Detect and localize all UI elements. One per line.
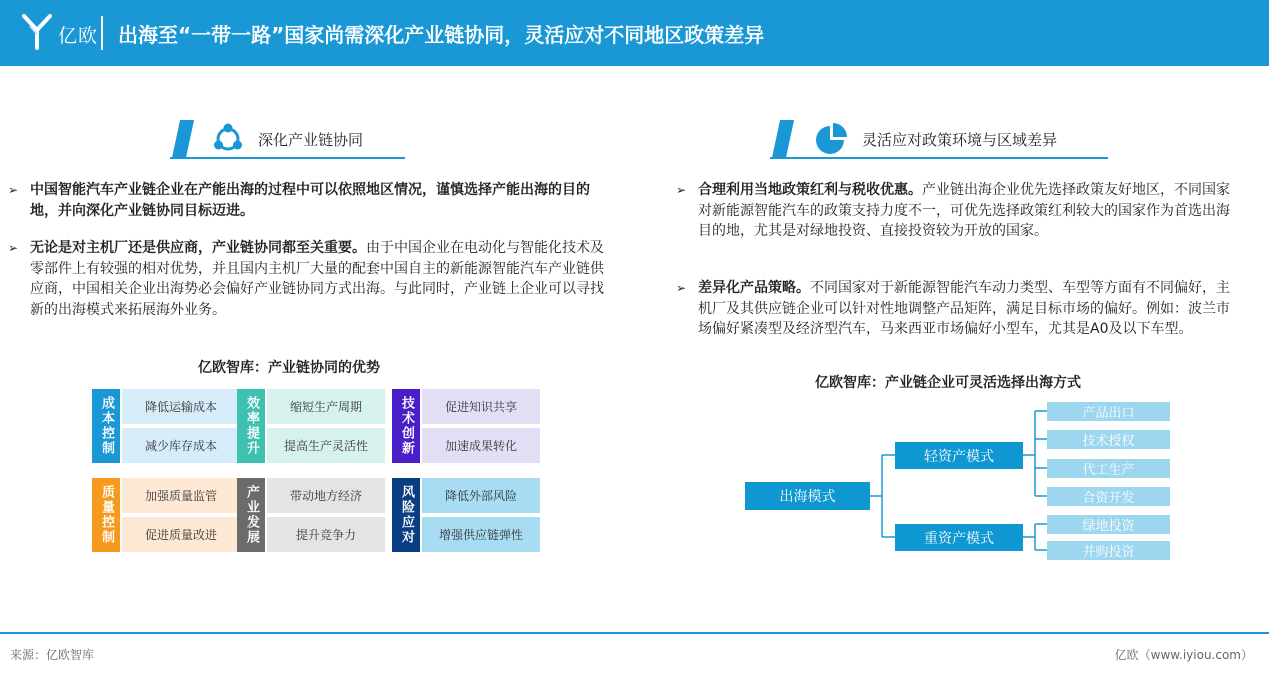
advantage-category-label: 质量控制 [92,478,120,552]
right-bullet-1 [676,180,1233,242]
bullet-text: 由于中国企业在电动化与智能化技术及零部件上有较强的相对优势，并且国内主机厂大量的配套中国自主的新能源智能汽车产业链供应商，中国相关企业出海势必会偏好产业链协同方式出海。与此同时，产业链上企业可以寻找新的出海模式来拓展海外业务。 [30,240,604,318]
left-bullet-2 [8,238,615,320]
footer-divider [0,632,1269,634]
site-credit: 亿欧（www.iyiou.com） [1114,648,1253,662]
bullet-bold-text: 中国智能汽车产业链企业在产能出海的过程中可以依照地区情况，谨慎选择产能出海的目的地，并向深化产业链协同目标迈进。 [30,182,590,219]
advantage-item: 促进知识共享 [422,389,540,424]
section-underline [770,157,1108,159]
left-section-title: 深化产业链协同 [258,131,364,149]
advantage-item: 提高生产灵活性 [267,428,385,463]
collaboration-icon [211,122,245,156]
diagram-leaf: 并购投资 [1047,541,1170,560]
bullet-text: 不同国家对于新能源智能汽车动力类型、车型等方面有不同偏好，主机厂及其供应链企业可以针对性地调整产品矩阵，满足目标市场的偏好。例如：波兰市场偏好紧凑型及经济型汽车，马来西亚市场偏好小型车，尤其是A0及以下车型。 [698,280,1230,337]
right-bullet-2 [676,278,1233,340]
bullet-bold-text: 合理利用当地政策红利与税收优惠。 [698,182,922,198]
advantage-item: 促进质量改进 [122,517,240,552]
diagram-leaf: 产品出口 [1047,402,1170,421]
arrow-bullet-icon: ➢ [8,241,19,255]
bullet-bold-text: 无论是对主机厂还是供应商，产业链协同都至关重要。 [30,240,366,256]
advantage-category-label: 产业发展 [237,478,265,552]
right-section-title: 灵活应对政策环境与区域差异 [862,131,1058,149]
pie-chart-icon [812,122,848,158]
advantage-item: 减少库存成本 [122,428,240,463]
advantage-item: 带动地方经济 [267,478,385,513]
diagram-leaf: 技术授权 [1047,430,1170,449]
bullet-text: 产业链出海企业优先选择政策友好地区，不同国家对新能源智能汽车的政策支持力度不一，可优先选择政策红利较大的国家作为首选出海目的地，尤其是对绿地投资、直接投资较为开放的国家。 [698,182,1230,239]
arrow-bullet-icon: ➢ [676,281,687,295]
diagram-branch-heavy-asset: 重资产模式 [895,524,1023,551]
bullet-bold-text: 差异化产品策略。 [698,280,810,296]
logo-text: 亿欧 [58,25,99,47]
section-underline [170,157,405,159]
header-divider [101,16,103,50]
arrow-bullet-icon: ➢ [8,183,19,197]
yiou-logo-icon [22,14,52,50]
source-note: 来源：亿欧智库 [10,648,95,662]
advantage-category-label: 技术创新 [392,389,420,463]
diagram-leaf: 代工生产 [1047,459,1170,478]
right-chart-title: 亿欧智库：产业链企业可灵活选择出海方式 [815,375,1081,391]
advantage-item: 降低外部风险 [422,478,540,513]
left-bullet-1 [8,180,615,221]
advantage-category-label: 风险应对 [392,478,420,552]
section-accent-bar [172,120,194,158]
diagram-leaf: 合资开发 [1047,487,1170,506]
diagram-root-node: 出海模式 [745,482,870,510]
advantage-item: 加速成果转化 [422,428,540,463]
left-chart-title: 亿欧智库：产业链协同的优势 [198,360,380,376]
advantage-item: 降低运输成本 [122,389,240,424]
advantage-item: 缩短生产周期 [267,389,385,424]
advantage-category-label: 成本控制 [92,389,120,463]
advantage-item: 加强质量监管 [122,478,240,513]
page-title: 出海至“一带一路”国家尚需深化产业链协同，灵活应对不同地区政策差异 [118,23,765,47]
advantage-category-label: 效率提升 [237,389,265,463]
advantage-item: 增强供应链弹性 [422,517,540,552]
advantage-item: 提升竞争力 [267,517,385,552]
diagram-branch-light-asset: 轻资产模式 [895,442,1023,469]
diagram-leaf: 绿地投资 [1047,515,1170,534]
section-accent-bar [772,120,794,158]
arrow-bullet-icon: ➢ [676,183,687,197]
